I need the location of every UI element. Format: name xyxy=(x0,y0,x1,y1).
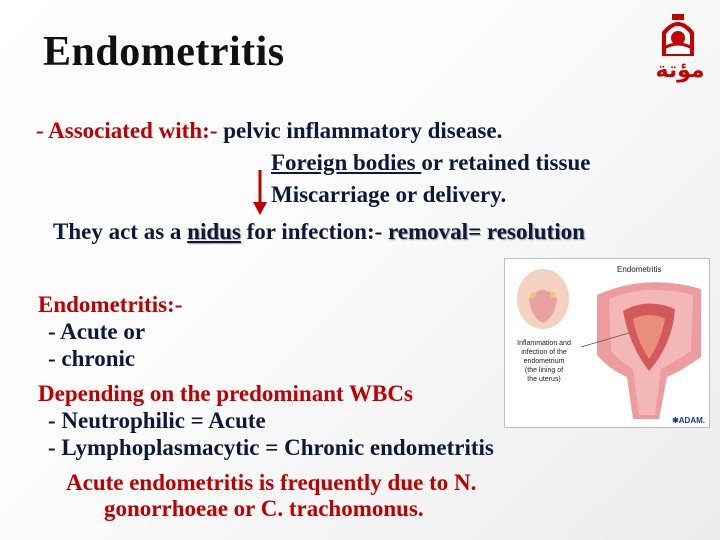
types-depending: Depending on the predominant WBCs xyxy=(38,381,413,406)
nidus-middle: for infection:- xyxy=(240,219,389,244)
figure-brand: ✱ADAM. xyxy=(672,416,705,425)
associated-item-foreign-bodies: Foreign bodies xyxy=(271,150,422,175)
associated-line-1 xyxy=(36,118,502,144)
slide-title: Endometritis xyxy=(43,29,285,75)
figure-caption: Inflammation and infection of the endometrium (the lining of the uterus) xyxy=(517,340,571,383)
endometritis-figure xyxy=(504,258,710,428)
associated-item-miscarriage: Miscarriage or delivery. xyxy=(271,182,507,207)
types-lymphoplasmacytic: - Lymphoplasmacytic = Chronic endometritis xyxy=(48,435,494,460)
associated-prefix: - Associated with:- xyxy=(36,118,218,143)
types-acute: - Acute or xyxy=(48,319,146,344)
nidus-removal: removal= resolution xyxy=(388,219,585,244)
down-arrow-icon xyxy=(252,170,268,216)
types-chronic: - chronic xyxy=(48,346,136,371)
footer-line-2: gonorrhoeae or C. trachomonus. xyxy=(104,496,424,521)
figure-title: Endometritis xyxy=(617,265,662,274)
associated-item-retained-tissue: or retained tissue xyxy=(421,150,591,175)
types-neutrophilic: - Neutrophilic = Acute xyxy=(48,408,266,433)
footer-line-1: Acute endometritis is frequently due to N. xyxy=(66,470,477,495)
nidus-line xyxy=(53,219,585,245)
types-heading: Endometritis:- xyxy=(38,292,183,317)
associated-line-2 xyxy=(271,150,590,176)
nidus-word: nidus xyxy=(187,219,241,244)
nidus-before: They act as a xyxy=(53,219,188,244)
associated-item-pid: pelvic inflammatory disease. xyxy=(223,118,503,143)
logo-text: مؤتة xyxy=(655,58,705,83)
